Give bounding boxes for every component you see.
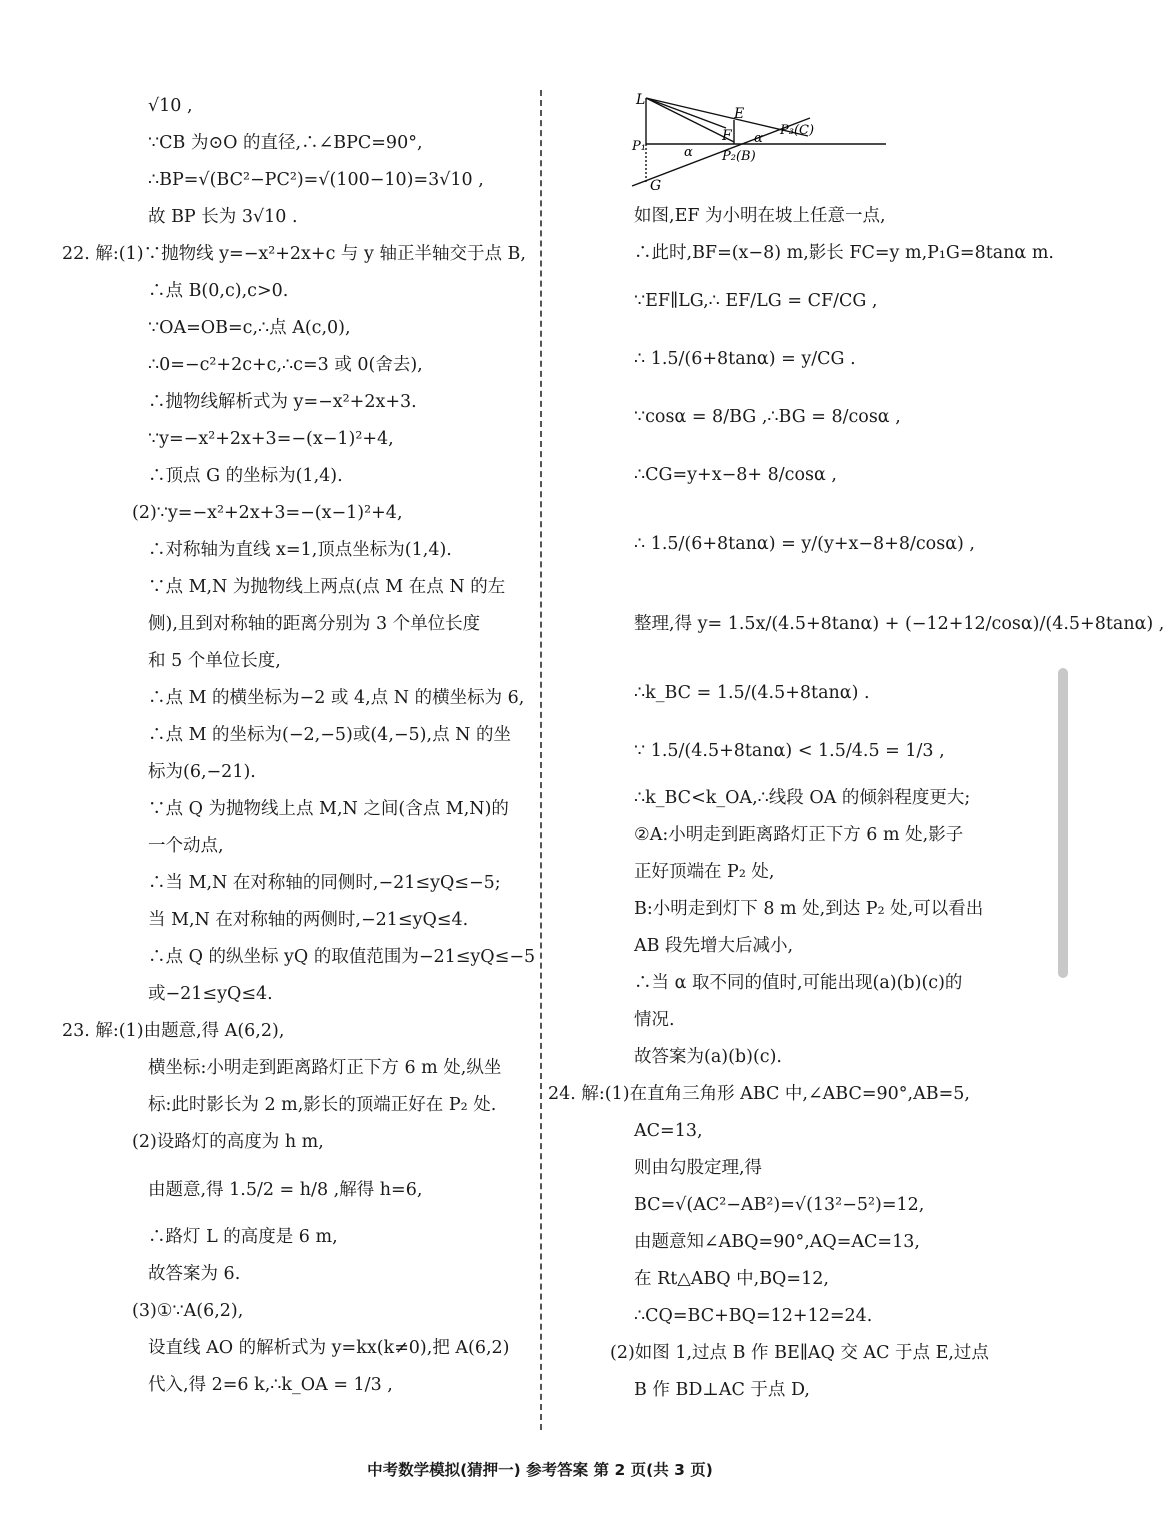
text-line: ∴0=−c²+2c+c,∴c=3 或 0(舍去),	[148, 355, 423, 375]
text-line: ∴BP=√(BC²−PC²)=√(100−10)=3√10 ,	[148, 170, 484, 190]
text-line: 由题意知∠ABQ=90°,AQ=AC=13,	[634, 1232, 920, 1252]
label-f: F	[722, 128, 732, 144]
text-line: ∵OA=OB=c,∴点 A(c,0),	[148, 318, 351, 338]
text-line: 横坐标:小明走到距离路灯正下方 6 m 处,纵坐	[148, 1058, 502, 1078]
text-line: ∵点 Q 为抛物线上点 M,N 之间(含点 M,N)的	[148, 799, 509, 819]
label-alpha-right: α	[754, 131, 763, 146]
text-line: ∴当 M,N 在对称轴的同侧时,−21≤yQ≤−5;	[148, 873, 501, 893]
text-line: ∵ 1.5/(4.5+8tanα) < 1.5/4.5 = 1/3 ,	[634, 741, 945, 761]
text-line: 情况.	[634, 1010, 675, 1030]
text-line: √10 ,	[148, 96, 193, 116]
text-line: ∴点 M 的坐标为(−2,−5)或(4,−5),点 N 的坐	[148, 725, 512, 745]
right-column	[548, 198, 1164, 1409]
text-line: ∵CB 为⊙O 的直径,∴∠BPC=90°,	[148, 133, 423, 153]
text-line: 代入,得 2=6 k,∴k_OA = 1/3 ,	[148, 1375, 393, 1395]
text-line: ∴CQ=BC+BQ=12+12=24.	[634, 1306, 873, 1326]
text-line: ∴顶点 G 的坐标为(1,4).	[148, 466, 343, 486]
text-line: 在 Rt△ABQ 中,BQ=12,	[634, 1269, 829, 1289]
text-line: 当 M,N 在对称轴的两侧时,−21≤yQ≤4.	[148, 910, 469, 930]
text-line: ∴k_BC<k_OA,∴线段 OA 的倾斜程度更大;	[634, 788, 971, 808]
text-line: ∴点 B(0,c),c>0.	[148, 281, 289, 301]
text-line: 设直线 AO 的解析式为 y=kx(k≠0),把 A(6,2)	[148, 1338, 510, 1358]
text-line: B 作 BD⊥AC 于点 D,	[634, 1380, 810, 1400]
text-line: 故答案为(a)(b)(c).	[634, 1047, 782, 1067]
label-g: G	[650, 178, 662, 194]
text-line: ∴k_BC = 1.5/(4.5+8tanα) .	[634, 683, 870, 703]
scrollbar-thumb[interactable]	[1058, 668, 1068, 978]
text-line: 22. 解:(1)∵抛物线 y=−x²+2x+c 与 y 轴正半轴交于点 B,	[62, 244, 526, 264]
text-line: ∴ 1.5/(6+8tanα) = y/(y+x−8+8/cosα) ,	[634, 534, 975, 554]
ray-to-f	[646, 98, 726, 128]
text-line: 或−21≤yQ≤4.	[148, 984, 273, 1004]
text-line: ∵EF∥LG,∴ EF/LG = CF/CG ,	[634, 291, 878, 311]
text-line: (2)∵y=−x²+2x+3=−(x−1)²+4,	[132, 503, 403, 523]
label-p2: P₂(B)	[722, 149, 756, 164]
text-line: ②A:小明走到距离路灯正下方 6 m 处,影子	[634, 825, 964, 845]
text-line: 标:此时影长为 2 m,影长的顶端正好在 P₂ 处.	[148, 1095, 497, 1115]
streetlight-figure	[630, 88, 892, 194]
text-line: AB 段先增大后减小,	[634, 936, 794, 956]
text-line: B:小明走到灯下 8 m 处,到达 P₂ 处,可以看出	[634, 899, 984, 919]
left-column	[62, 88, 540, 1404]
column-divider	[540, 90, 542, 1430]
label-p1: P₁	[632, 139, 646, 154]
text-line: 由题意,得 1.5/2 = h/8 ,解得 h=6,	[148, 1180, 423, 1200]
text-line: BC=√(AC²−AB²)=√(13²−5²)=12,	[634, 1195, 925, 1215]
text-line: 23. 解:(1)由题意,得 A(6,2),	[62, 1021, 285, 1041]
text-line: 整理,得 y= 1.5x/(4.5+8tanα) + (−12+12/cosα)/(4.5+8tanα) ,	[634, 614, 1164, 634]
text-line: (2)设路灯的高度为 h m,	[132, 1132, 324, 1152]
text-line: (3)①∵A(6,2),	[132, 1301, 244, 1321]
text-line: ∴此时,BF=(x−8) m,影长 FC=y m,P₁G=8tanα m.	[634, 243, 1054, 263]
text-line: (2)如图 1,过点 B 作 BE∥AQ 交 AC 于点 E,过点	[610, 1343, 989, 1363]
text-line: ∵y=−x²+2x+3=−(x−1)²+4,	[148, 429, 394, 449]
page-footer: 中考数学模拟(猜押一) 参考答案 第 2 页(共 3 页)	[367, 1461, 713, 1479]
text-line: 正好顶端在 P₂ 处,	[634, 862, 775, 882]
text-line: 一个动点,	[148, 836, 224, 856]
text-line: 和 5 个单位长度,	[148, 651, 281, 671]
text-line: ∴路灯 L 的高度是 6 m,	[148, 1227, 338, 1247]
text-line: AC=13,	[634, 1121, 703, 1141]
text-line: 侧),且到对称轴的距离分别为 3 个单位长度	[148, 614, 481, 634]
text-line: 则由勾股定理,得	[634, 1158, 763, 1178]
text-line: 24. 解:(1)在直角三角形 ABC 中,∠ABC=90°,AB=5,	[548, 1084, 970, 1104]
text-line: 故 BP 长为 3√10 .	[148, 207, 298, 227]
text-line: ∴点 M 的横坐标为−2 或 4,点 N 的横坐标为 6,	[148, 688, 525, 708]
text-line: ∴当 α 取不同的值时,可能出现(a)(b)(c)的	[634, 973, 963, 993]
label-p3: P₃(C)	[780, 123, 815, 138]
text-line: 故答案为 6.	[148, 1264, 241, 1284]
text-line: ∴CG=y+x−8+ 8/cosα ,	[634, 465, 837, 485]
text-line: 标为(6,−21).	[148, 762, 256, 782]
text-line: ∴对称轴为直线 x=1,顶点坐标为(1,4).	[148, 540, 452, 560]
text-line: 如图,EF 为小明在坡上任意一点,	[634, 206, 886, 226]
text-line: ∵cosα = 8/BG ,∴BG = 8/cosα ,	[634, 407, 901, 427]
ray-to-b	[646, 98, 734, 142]
label-alpha-left: α	[684, 145, 693, 160]
label-e: E	[734, 106, 745, 122]
text-line: ∵点 M,N 为抛物线上两点(点 M 在点 N 的左	[148, 577, 506, 597]
text-line: ∴抛物线解析式为 y=−x²+2x+3.	[148, 392, 417, 412]
label-l: L	[636, 92, 646, 108]
text-line: ∴点 Q 的纵坐标 yQ 的取值范围为−21≤yQ≤−5	[148, 947, 536, 967]
text-line: ∴ 1.5/(6+8tanα) = y/CG .	[634, 349, 856, 369]
